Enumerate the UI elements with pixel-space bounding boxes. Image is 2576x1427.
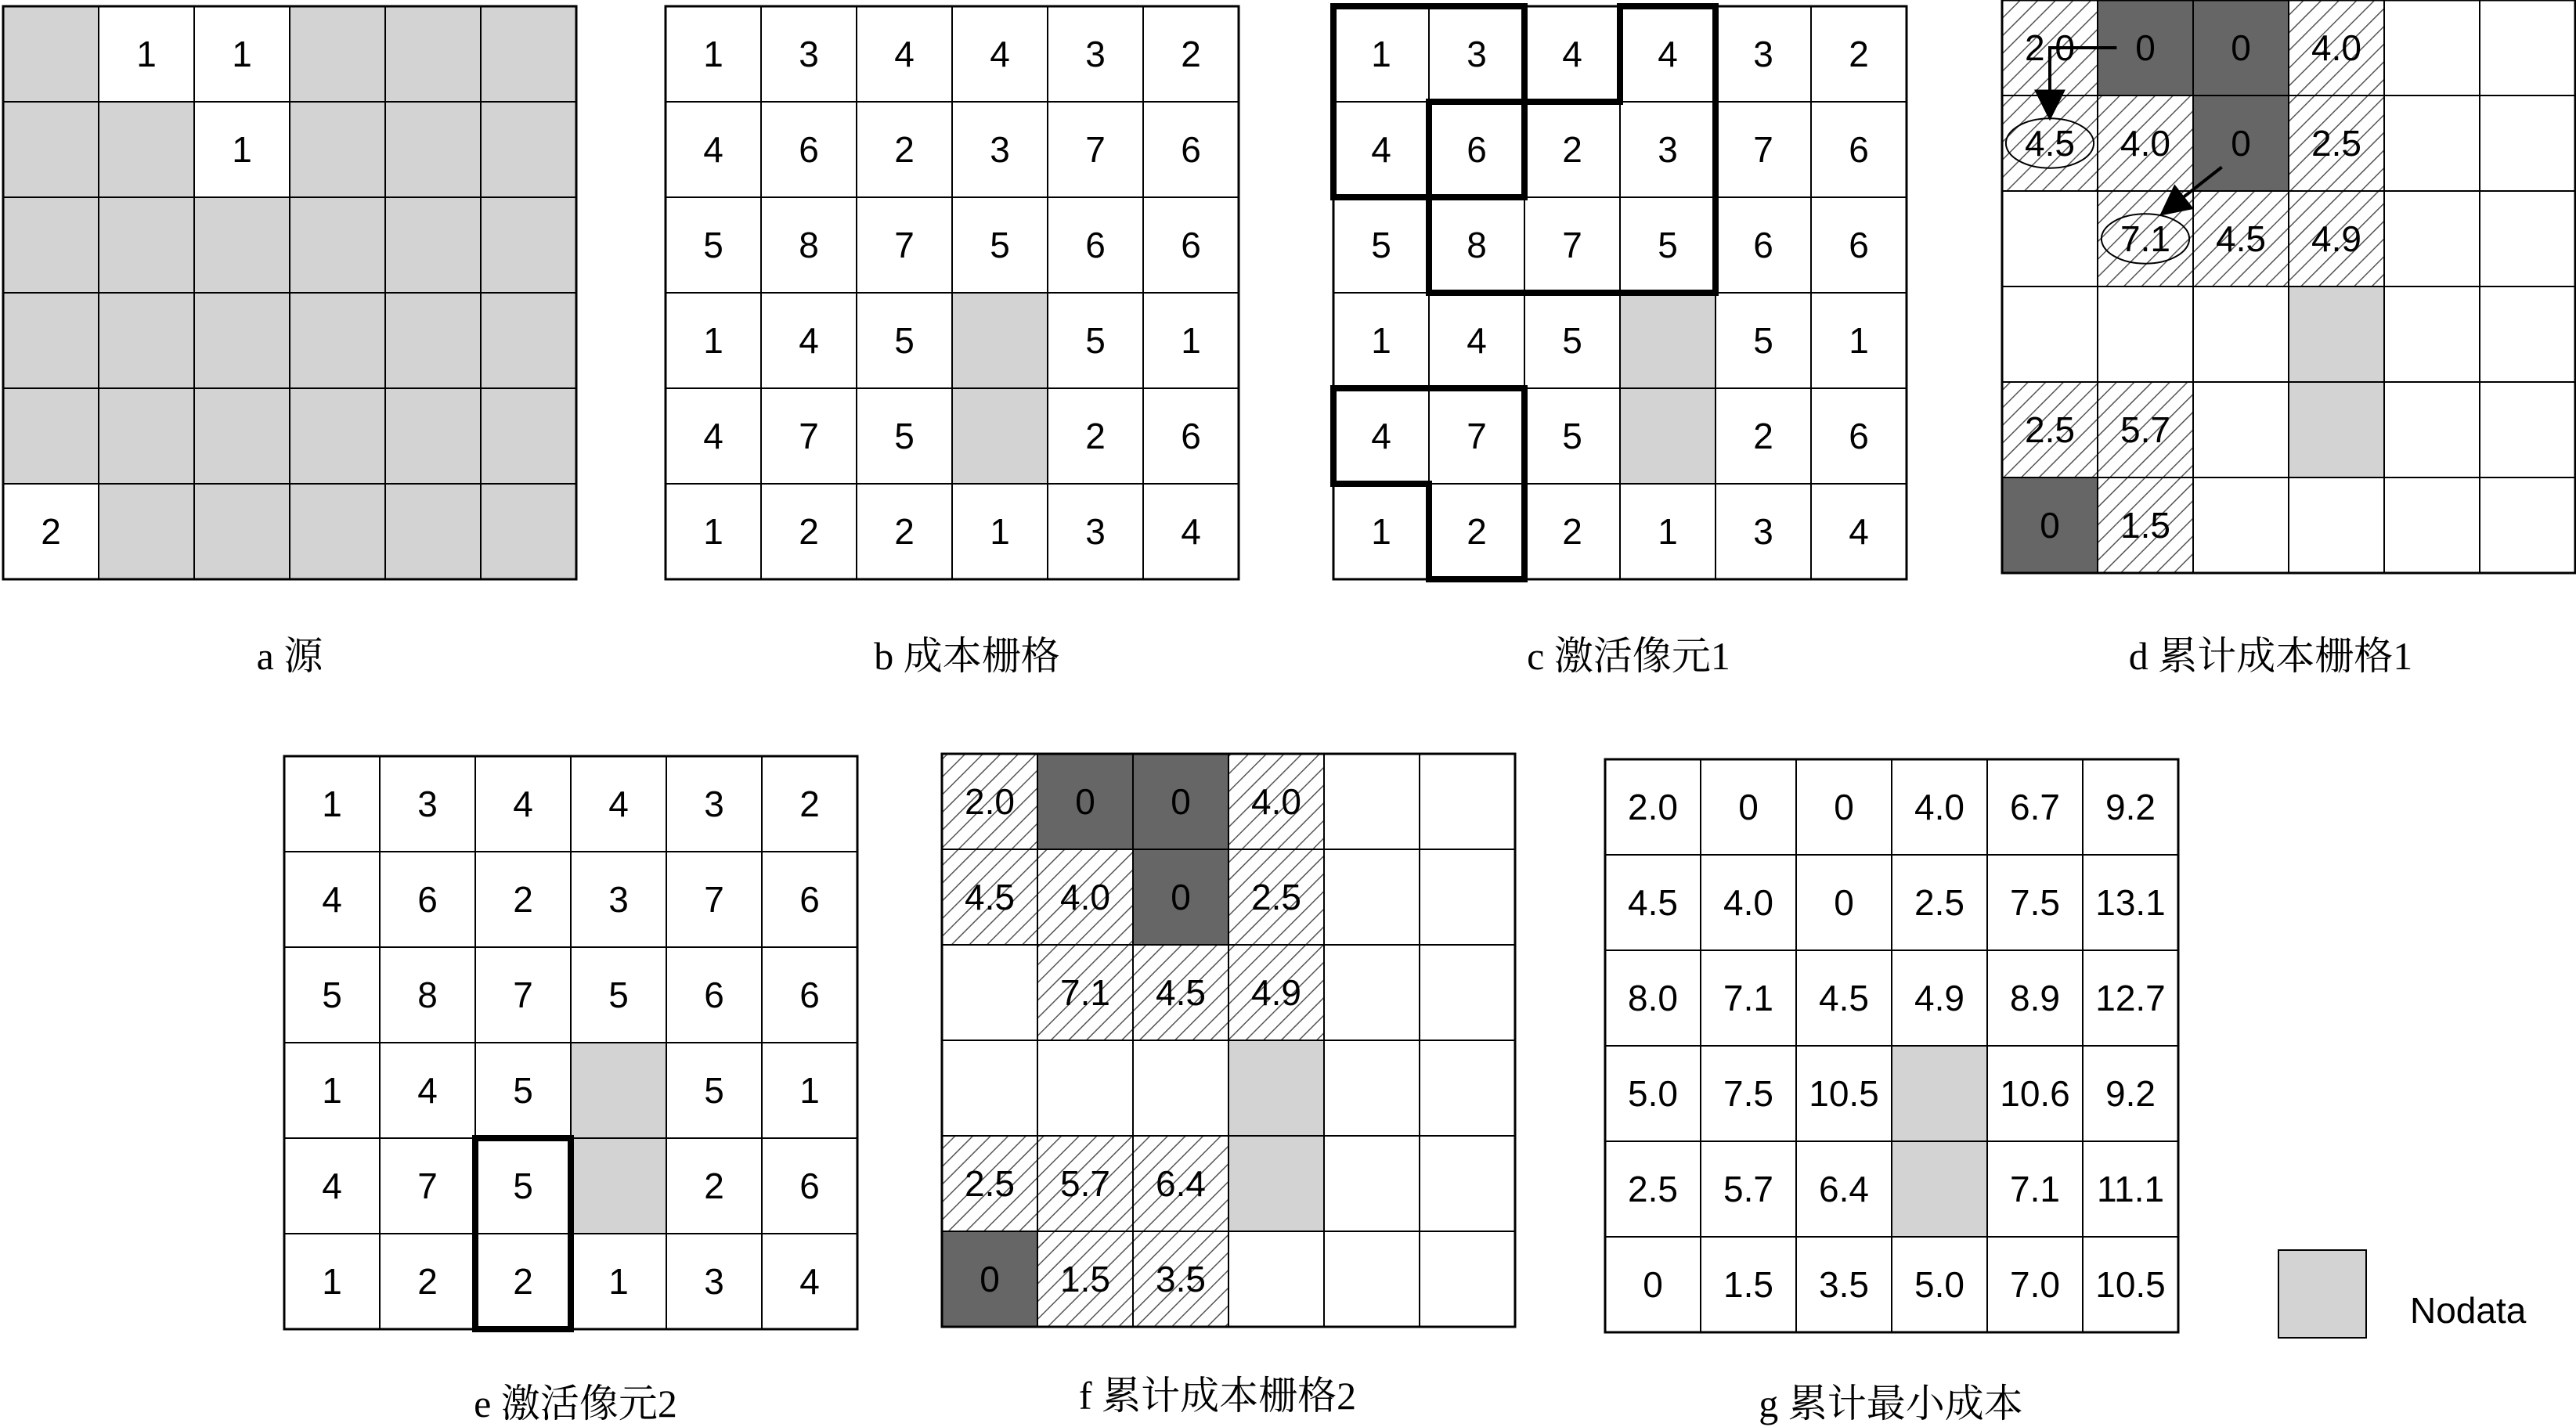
cell-value-f-5-0: 0 xyxy=(980,1259,1000,1300)
grid-cell-d-4-4 xyxy=(2384,382,2480,477)
cell-value-f-1-1: 4.0 xyxy=(1060,877,1110,918)
grid-cell-f-2-0 xyxy=(942,945,1037,1040)
cell-value-f-0-2: 0 xyxy=(1171,781,1191,823)
grid-cell-d-5-4 xyxy=(2384,477,2480,573)
legend xyxy=(2278,1250,2527,1338)
cell-value-g-2-2: 4.5 xyxy=(1819,978,1869,1019)
grid-cell-a-0-0 xyxy=(3,6,99,102)
cell-value-d-2-2: 4.5 xyxy=(2216,218,2266,260)
cell-value-b-2-2: 7 xyxy=(894,225,915,266)
cell-value-e-5-5: 4 xyxy=(799,1261,820,1303)
cell-value-b-1-3: 3 xyxy=(990,129,1010,171)
grid-cell-d-3-3 xyxy=(2289,286,2384,382)
cell-value-f-1-0: 4.5 xyxy=(965,877,1015,918)
cell-value-b-0-3: 4 xyxy=(990,34,1010,75)
cell-value-c-4-1: 7 xyxy=(1467,416,1487,457)
grid-cell-f-0-5 xyxy=(1420,754,1515,849)
grid-cell-d-1-5 xyxy=(2480,95,2575,191)
cell-value-e-2-3: 5 xyxy=(608,975,629,1016)
grid-cell-d-1-4 xyxy=(2384,95,2480,191)
cell-value-e-5-1: 2 xyxy=(417,1261,438,1303)
grid-cell-a-1-3 xyxy=(290,102,385,197)
grid-cell-g-4-3 xyxy=(1892,1141,1987,1237)
grid-cell-d-3-5 xyxy=(2480,286,2575,382)
cell-value-e-0-2: 4 xyxy=(513,784,533,825)
grid-cell-d-4-3 xyxy=(2289,382,2384,477)
cell-value-b-0-2: 4 xyxy=(894,34,915,75)
grid-cell-a-3-4 xyxy=(385,293,481,388)
grid-cell-a-4-5 xyxy=(481,388,576,484)
cell-value-g-3-4: 10.6 xyxy=(2000,1073,2070,1115)
cell-value-d-1-3: 2.5 xyxy=(2311,123,2361,164)
cell-value-c-1-5: 6 xyxy=(1849,129,1869,171)
cell-value-e-1-4: 7 xyxy=(704,879,724,921)
cell-value-e-3-2: 5 xyxy=(513,1070,533,1112)
cell-value-g-5-3: 5.0 xyxy=(1914,1264,1964,1306)
cell-value-e-4-0: 4 xyxy=(322,1166,342,1207)
grid-cell-f-3-3 xyxy=(1228,1040,1324,1136)
cell-value-g-5-1: 1.5 xyxy=(1723,1264,1773,1306)
cell-value-c-0-2: 4 xyxy=(1562,34,1582,75)
grid-cell-d-3-4 xyxy=(2384,286,2480,382)
cell-value-e-1-0: 4 xyxy=(322,879,342,921)
cell-value-b-1-1: 6 xyxy=(799,129,819,171)
cell-value-g-5-0: 0 xyxy=(1643,1264,1663,1306)
cell-value-b-5-2: 2 xyxy=(894,511,915,553)
cell-value-d-0-2: 0 xyxy=(2231,27,2251,69)
cell-value-b-5-0: 1 xyxy=(703,511,723,553)
cell-value-c-1-1: 6 xyxy=(1467,129,1487,171)
grid-cell-d-2-4 xyxy=(2384,191,2480,286)
legend-nodata-swatch xyxy=(2278,1250,2366,1338)
cell-value-e-3-4: 5 xyxy=(704,1070,724,1112)
cell-value-d-0-1: 0 xyxy=(2135,27,2156,69)
cell-value-c-1-2: 2 xyxy=(1562,129,1582,171)
cell-value-b-1-2: 2 xyxy=(894,129,915,171)
cell-value-b-4-4: 2 xyxy=(1085,416,1106,457)
cell-value-c-3-1: 4 xyxy=(1467,320,1487,362)
cell-value-g-5-5: 10.5 xyxy=(2095,1264,2166,1306)
cell-value-b-2-5: 6 xyxy=(1181,225,1201,266)
cell-value-d-5-1: 1.5 xyxy=(2120,505,2170,546)
grid-cell-a-1-5 xyxy=(481,102,576,197)
cell-value-g-5-4: 7.0 xyxy=(2010,1264,2060,1306)
cell-value-e-0-5: 2 xyxy=(799,784,820,825)
cell-value-c-0-5: 2 xyxy=(1849,34,1869,75)
grid-cell-d-2-0 xyxy=(2002,191,2098,286)
grid-cell-f-4-3 xyxy=(1228,1136,1324,1231)
grid-cell-a-4-1 xyxy=(99,388,194,484)
grid-cell-d-4-2 xyxy=(2193,382,2289,477)
cell-value-e-2-4: 6 xyxy=(704,975,724,1016)
cell-value-c-4-5: 6 xyxy=(1849,416,1869,457)
cell-value-d-1-2: 0 xyxy=(2231,123,2251,164)
grid-cell-a-2-2 xyxy=(194,197,290,293)
grid-cell-e-4-3 xyxy=(571,1138,666,1234)
grid-cell-a-5-1 xyxy=(99,484,194,579)
cell-value-f-0-0: 2.0 xyxy=(965,781,1015,823)
grid-cell-a-0-5 xyxy=(481,6,576,102)
grid-cell-a-1-4 xyxy=(385,102,481,197)
grid-cell-c-4-3 xyxy=(1620,388,1716,484)
cell-value-d-4-0: 2.5 xyxy=(2025,409,2075,451)
cell-value-b-3-2: 5 xyxy=(894,320,915,362)
cell-value-g-1-5: 13.1 xyxy=(2095,882,2166,924)
cell-value-g-3-2: 10.5 xyxy=(1809,1073,1879,1115)
cell-value-b-3-5: 1 xyxy=(1181,320,1201,362)
panel-d-accumulated-cost-raster-1 xyxy=(2002,0,2575,573)
cell-value-g-2-0: 8.0 xyxy=(1628,978,1678,1019)
grid-cell-d-3-2 xyxy=(2193,286,2289,382)
cell-value-b-2-0: 5 xyxy=(703,225,723,266)
grid-cell-f-4-4 xyxy=(1324,1136,1420,1231)
cell-value-g-1-4: 7.5 xyxy=(2010,882,2060,924)
grid-cell-b-3-3 xyxy=(952,293,1048,388)
cell-value-f-5-2: 3.5 xyxy=(1156,1259,1206,1300)
cell-value-e-0-3: 4 xyxy=(608,784,629,825)
cell-value-e-2-2: 7 xyxy=(513,975,533,1016)
cell-value-f-2-2: 4.5 xyxy=(1156,972,1206,1014)
cell-value-b-0-4: 3 xyxy=(1085,34,1106,75)
cell-value-g-3-1: 7.5 xyxy=(1723,1073,1773,1115)
grid-cell-f-3-1 xyxy=(1037,1040,1133,1136)
grid-cell-a-1-1 xyxy=(99,102,194,197)
cell-value-c-2-3: 5 xyxy=(1658,225,1678,266)
cell-value-b-1-5: 6 xyxy=(1181,129,1201,171)
caption-d: d 累计成本栅格1 xyxy=(2128,634,2413,678)
cell-value-c-5-2: 2 xyxy=(1562,511,1582,553)
cell-value-g-4-5: 11.1 xyxy=(2096,1169,2165,1210)
cell-value-f-4-1: 5.7 xyxy=(1060,1163,1110,1205)
panel-g-accumulated-least-cost xyxy=(1605,759,2178,1332)
cell-value-g-2-4: 8.9 xyxy=(2010,978,2060,1019)
caption-g: g 累计最小成本 xyxy=(1759,1382,2023,1425)
cell-value-b-5-3: 1 xyxy=(990,511,1010,553)
cell-value-d-0-3: 4.0 xyxy=(2311,27,2361,69)
cell-value-d-2-3: 4.9 xyxy=(2311,218,2361,260)
grid-cell-a-3-2 xyxy=(194,293,290,388)
cell-value-e-5-2: 2 xyxy=(513,1261,533,1303)
cell-value-f-0-3: 4.0 xyxy=(1251,781,1301,823)
cell-value-g-0-3: 4.0 xyxy=(1914,787,1964,828)
grid-cell-a-3-5 xyxy=(481,293,576,388)
cell-value-b-5-5: 4 xyxy=(1181,511,1201,553)
grid-cell-f-5-5 xyxy=(1420,1231,1515,1327)
grid-cell-e-3-3 xyxy=(571,1043,666,1138)
cell-value-f-0-1: 0 xyxy=(1075,781,1095,823)
cell-value-d-1-0: 4.5 xyxy=(2025,123,2075,164)
grid-cell-d-5-3 xyxy=(2289,477,2384,573)
grid-cell-f-3-2 xyxy=(1133,1040,1228,1136)
grid-cell-c-3-3 xyxy=(1620,293,1716,388)
grid-cell-a-4-0 xyxy=(3,388,99,484)
grid-cell-b-4-3 xyxy=(952,388,1048,484)
cell-value-c-5-1: 2 xyxy=(1467,511,1487,553)
caption-e: e 激活像元2 xyxy=(474,1382,677,1425)
cell-value-c-0-1: 3 xyxy=(1467,34,1487,75)
cell-value-b-4-1: 7 xyxy=(799,416,819,457)
cell-value-g-0-2: 0 xyxy=(1834,787,1854,828)
panel-f-accumulated-cost-raster-2 xyxy=(942,754,1515,1327)
caption-a: a 源 xyxy=(256,634,323,678)
cell-value-b-0-1: 3 xyxy=(799,34,819,75)
grid-cell-f-4-5 xyxy=(1420,1136,1515,1231)
grid-cell-a-3-1 xyxy=(99,293,194,388)
cell-value-e-4-2: 5 xyxy=(513,1166,533,1207)
cell-value-e-2-5: 6 xyxy=(799,975,820,1016)
grid-cell-d-5-5 xyxy=(2480,477,2575,573)
cell-value-e-1-1: 6 xyxy=(417,879,438,921)
grid-cell-g-3-3 xyxy=(1892,1046,1987,1141)
cell-value-g-2-1: 7.1 xyxy=(1723,978,1773,1019)
cell-value-e-1-3: 3 xyxy=(608,879,629,921)
grid-cell-f-3-0 xyxy=(942,1040,1037,1136)
cell-value-b-5-1: 2 xyxy=(799,511,819,553)
cell-value-c-4-0: 4 xyxy=(1371,416,1391,457)
cell-value-e-3-0: 1 xyxy=(322,1070,342,1112)
cell-value-c-2-0: 5 xyxy=(1371,225,1391,266)
cell-value-f-5-1: 1.5 xyxy=(1060,1259,1110,1300)
cell-value-c-4-4: 2 xyxy=(1753,416,1773,457)
cell-value-d-1-1: 4.0 xyxy=(2120,123,2170,164)
panel-c-activated-cells-1 xyxy=(1333,6,1907,579)
cell-value-g-1-1: 4.0 xyxy=(1723,882,1773,924)
panel-a-source-raster xyxy=(3,6,576,579)
grid-cell-d-0-5 xyxy=(2480,0,2575,95)
cell-value-a-0-1: 1 xyxy=(136,34,157,75)
grid-cell-d-3-1 xyxy=(2098,286,2193,382)
grid-cell-f-1-5 xyxy=(1420,849,1515,945)
cell-value-c-2-1: 8 xyxy=(1467,225,1487,266)
cell-value-c-3-0: 1 xyxy=(1371,320,1391,362)
cell-value-e-2-1: 8 xyxy=(417,975,438,1016)
grid-cell-a-3-0 xyxy=(3,293,99,388)
grid-cell-d-4-5 xyxy=(2480,382,2575,477)
cell-value-f-2-3: 4.9 xyxy=(1251,972,1301,1014)
cell-value-b-4-2: 5 xyxy=(894,416,915,457)
cell-value-b-0-5: 2 xyxy=(1181,34,1201,75)
grid-cell-a-2-0 xyxy=(3,197,99,293)
grid-cell-a-0-4 xyxy=(385,6,481,102)
cell-value-e-2-0: 5 xyxy=(322,975,342,1016)
grid-cell-a-3-3 xyxy=(290,293,385,388)
grid-cell-a-2-3 xyxy=(290,197,385,293)
cell-value-g-5-2: 3.5 xyxy=(1819,1264,1869,1306)
cell-value-f-2-1: 7.1 xyxy=(1060,972,1110,1014)
cell-value-c-1-0: 4 xyxy=(1371,129,1391,171)
cell-value-g-3-5: 9.2 xyxy=(2105,1073,2156,1115)
cell-value-e-1-2: 2 xyxy=(513,879,533,921)
grid-cell-a-2-1 xyxy=(99,197,194,293)
cell-value-c-2-5: 6 xyxy=(1849,225,1869,266)
cell-value-b-1-0: 4 xyxy=(703,129,723,171)
caption-c: c 激活像元1 xyxy=(1527,634,1730,678)
cell-value-b-5-4: 3 xyxy=(1085,511,1106,553)
cell-value-a-5-0: 2 xyxy=(41,511,61,553)
legend-nodata-label: Nodata xyxy=(2410,1290,2527,1331)
grid-cell-a-4-3 xyxy=(290,388,385,484)
cell-value-c-3-2: 5 xyxy=(1562,320,1582,362)
cell-value-g-2-5: 12.7 xyxy=(2095,978,2166,1019)
cell-value-e-5-3: 1 xyxy=(608,1261,629,1303)
cell-value-g-0-5: 9.2 xyxy=(2105,787,2156,828)
grid-cell-f-5-4 xyxy=(1324,1231,1420,1327)
cell-value-g-4-4: 7.1 xyxy=(2010,1169,2060,1210)
cell-value-c-0-0: 1 xyxy=(1371,34,1391,75)
cell-value-d-4-1: 5.7 xyxy=(2120,409,2170,451)
cell-value-c-1-3: 3 xyxy=(1658,129,1678,171)
caption-f: f 累计成本栅格2 xyxy=(1078,1374,1357,1418)
cell-value-e-0-4: 3 xyxy=(704,784,724,825)
cell-value-g-0-0: 2.0 xyxy=(1628,787,1678,828)
grid-cell-d-2-5 xyxy=(2480,191,2575,286)
cell-value-e-4-5: 6 xyxy=(799,1166,820,1207)
cell-value-d-5-0: 0 xyxy=(2040,505,2060,546)
grid-cell-f-3-5 xyxy=(1420,1040,1515,1136)
grid-cell-d-5-2 xyxy=(2193,477,2289,573)
grid-cell-d-3-0 xyxy=(2002,286,2098,382)
cell-value-e-4-4: 2 xyxy=(704,1166,724,1207)
cell-value-d-0-0: 2.0 xyxy=(2025,27,2075,69)
grid-cell-a-5-2 xyxy=(194,484,290,579)
cell-value-g-2-3: 4.9 xyxy=(1914,978,1964,1019)
grid-cell-f-3-4 xyxy=(1324,1040,1420,1136)
cell-value-g-0-1: 0 xyxy=(1738,787,1759,828)
cell-value-b-3-1: 4 xyxy=(799,320,819,362)
cell-value-g-3-0: 5.0 xyxy=(1628,1073,1678,1115)
cell-value-e-3-1: 4 xyxy=(417,1070,438,1112)
cell-value-g-1-3: 2.5 xyxy=(1914,882,1964,924)
cell-value-b-3-0: 1 xyxy=(703,320,723,362)
cell-value-g-0-4: 6.7 xyxy=(2010,787,2060,828)
grid-cell-a-4-4 xyxy=(385,388,481,484)
cell-value-b-2-4: 6 xyxy=(1085,225,1106,266)
grid-cell-a-2-4 xyxy=(385,197,481,293)
grid-cell-f-0-4 xyxy=(1324,754,1420,849)
grid-cell-a-5-3 xyxy=(290,484,385,579)
cell-value-b-2-1: 8 xyxy=(799,225,819,266)
cell-value-f-1-2: 0 xyxy=(1171,877,1191,918)
cell-value-e-5-4: 3 xyxy=(704,1261,724,1303)
cell-value-b-2-3: 5 xyxy=(990,225,1010,266)
cell-value-c-4-2: 5 xyxy=(1562,416,1582,457)
cell-value-g-4-1: 5.7 xyxy=(1723,1169,1773,1210)
cell-value-g-1-2: 0 xyxy=(1834,882,1854,924)
cell-value-d-2-1: 7.1 xyxy=(2120,218,2170,260)
cell-value-f-1-3: 2.5 xyxy=(1251,877,1301,918)
cell-value-c-3-5: 1 xyxy=(1849,320,1869,362)
grid-cell-d-0-4 xyxy=(2384,0,2480,95)
cell-value-e-4-1: 7 xyxy=(417,1166,438,1207)
cell-value-c-5-4: 3 xyxy=(1753,511,1773,553)
cell-value-c-3-4: 5 xyxy=(1753,320,1773,362)
grid-cell-a-2-5 xyxy=(481,197,576,293)
grid-cell-f-1-4 xyxy=(1324,849,1420,945)
cell-value-g-4-0: 2.5 xyxy=(1628,1169,1678,1210)
grid-cell-a-0-3 xyxy=(290,6,385,102)
cell-value-c-1-4: 7 xyxy=(1753,129,1773,171)
grid-cell-a-5-5 xyxy=(481,484,576,579)
cell-value-f-4-2: 6.4 xyxy=(1156,1163,1206,1205)
cell-value-c-0-4: 3 xyxy=(1753,34,1773,75)
cell-value-f-4-0: 2.5 xyxy=(965,1163,1015,1205)
cell-value-b-4-5: 6 xyxy=(1181,416,1201,457)
cell-value-b-4-0: 4 xyxy=(703,416,723,457)
cell-value-e-5-0: 1 xyxy=(322,1261,342,1303)
cell-value-c-2-2: 7 xyxy=(1562,225,1582,266)
panel-b-cost-raster xyxy=(666,6,1239,579)
grid-cell-a-4-2 xyxy=(194,388,290,484)
cell-value-b-3-4: 5 xyxy=(1085,320,1106,362)
grid-cell-f-2-5 xyxy=(1420,945,1515,1040)
grid-cell-a-5-4 xyxy=(385,484,481,579)
cell-value-e-1-5: 6 xyxy=(799,879,820,921)
cell-value-g-1-0: 4.5 xyxy=(1628,882,1678,924)
cell-value-a-0-2: 1 xyxy=(232,34,252,75)
cell-value-e-3-5: 1 xyxy=(799,1070,820,1112)
cell-value-g-4-2: 6.4 xyxy=(1819,1169,1869,1210)
cell-value-c-5-0: 1 xyxy=(1371,511,1391,553)
cell-value-e-0-0: 1 xyxy=(322,784,342,825)
grid-cell-a-1-0 xyxy=(3,102,99,197)
caption-b: b 成本栅格 xyxy=(874,634,1060,678)
cell-value-c-2-4: 6 xyxy=(1753,225,1773,266)
cell-value-e-0-1: 3 xyxy=(417,784,438,825)
cell-value-a-1-2: 1 xyxy=(232,129,252,171)
cell-value-c-5-5: 4 xyxy=(1849,511,1869,553)
panel-e-activated-cells-2 xyxy=(284,756,857,1329)
cell-value-b-0-0: 1 xyxy=(703,34,723,75)
grid-cell-f-5-3 xyxy=(1228,1231,1324,1327)
cell-value-c-0-3: 4 xyxy=(1658,34,1678,75)
grid-cell-f-2-4 xyxy=(1324,945,1420,1040)
cell-value-b-1-4: 7 xyxy=(1085,129,1106,171)
cell-value-c-5-3: 1 xyxy=(1658,511,1678,553)
